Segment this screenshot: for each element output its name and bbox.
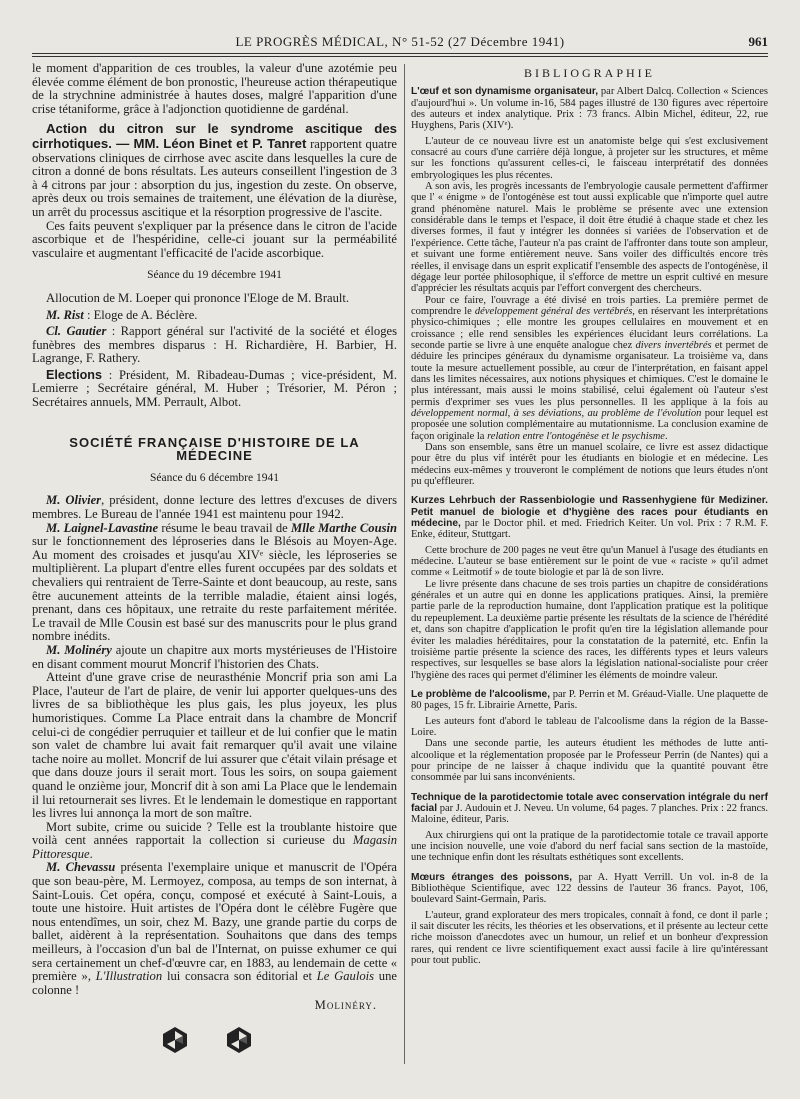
page-number: 961 <box>748 34 768 49</box>
book-title: Technique de la parotidectomie totale avec conservation intégrale du nerf facial <box>411 791 768 814</box>
session-date-2: Séance du 6 décembre 1941 <box>149 471 279 484</box>
header-rule-bottom <box>32 56 768 57</box>
book-title: Le problème de l'alcoolisme, <box>411 688 551 700</box>
paragraph-mort-subite: Mort subite, crime ou suicide ? Telle est la troublante histoire que voilà cent années rapportait la collection si curieuse du Magasin Pittoresque. <box>32 819 397 861</box>
paragraph-moncrif: Atteint d'une grave crise de neurasthénie Moncrif pria son ami La Place, l'auteur de l'art de plaire, de venir lui apporter quelques-uns des livres de sa bibliothèque les plus gais, les plus joyeux, les plus humoristiques. Comme La Place entrait dans la chambre de Moncrif celui-ci de congédier perruquier et tailleur et de lui confier que le matin son valet de chambre lui avait fait remarquer qu'il avait une vilaine tache noire au mollet. Moncrif de lui assurer que c'était vilain présage et que dans douze jours il serait mort. Tous les soirs, on soupa gaiement quand le onzième jour, Moncrif dit à son ami La Place que le lendemain il lui retournerait ses livres. Et le lendemain le domestique en rapportant les livres lui annonça la mort de son maître. <box>32 670 397 821</box>
book-citation: Technique de la parotidectomie totale avec conservation intégrale du nerf facial par J. Audouin et J. Neveu. Un volume, 64 pages. 7 planches. Prix : 22 francs. Maloine, éditeur, Paris. <box>411 791 768 826</box>
left-column <box>32 62 397 1072</box>
article-citron: Action du citron sur le syndrome ascitique des cirrhotiques. — MM. Léon Binet et P. Tanret rapportent quatre observations cliniques de cirrhose avec ascite dans lesquelles la cure de citron a donné de bons résultats. Les auteurs conseillent l'ingestion de 3 à 4 citrons par jour : absorption du jus, ingestion du zeste. On observe, après deux ou trois semaines de traitement, une élévation de la diurèse, un arrêt du processus ascitique et la résorption progressive de l'ascite. <box>32 121 397 219</box>
society-heading: SOCIÉTÉ FRANÇAISE D'HISTOIRE DE LA MÉDECINE <box>69 434 360 464</box>
book-entry-oeuf: L'œuf et son dynamisme organisateur, par Albert Dalcq. Collection « Sciences d'aujourd'hui ». Un volume in-16, 584 pages illustré de 130 figures avec répertoire des auteurs et index analytique. Prix : 73 francs. Albin Michel, éditeur, 22, rue Huyghens, Paris (XIVᵉ). L'auteur de ce nouveau livre est un anatomiste belge qui s'est exclusivement consacré au cours d'une carrière déjà longue, à projeter sur les structures, et même sur les fonctions qu'assurent celles-ci, le faisceau interprétatif des données embryologiques les plus récentes. A son avis, les progrès incessants de l'embryologie causale permettent d'affirmer que l' « énigme » de l'ontogénèse est tout aussi explicable que n'importe quel autre grand phénomène naturel. Mais le problème se présente avec une extension considérable dans le temps et l'espace, il doit être étudié à chaque stade et chez les diverses formes, il faut y intégrer les données si variées de l'observation et de l'expérience. Cette tâche, l'auteur n'a pas craint de l'affronter dans toute son ampleur, et suivant une forme entièrement neuve. Sans voiler des difficultés encore très réelles, il envisage dans un esprit explicatif l'ensemble des aspects de l'ontogénèse, il dégage leur portée philosophique, il s'efforce de mettre un esprit cultivé en mesure d'apprécier les résultats acquis par l'effort convergent des chercheurs. Pour ce faire, l'ouvrage a été divisé en trois parties. La première permet de comprendre le développement général des vertébrés, en réservant les interprétations physico-chimiques ; elle montre les groupes cellulaires en mouvement et en croissance ; elle rend sensibles les expériences élucidant leurs corrélations. La seconde partie se livre à une enquête analogue chez divers invertébrés et permet de déduire les principes généraux du dynamisme organisateur. La troisième va, dans toute la mesure actuellement possible, au cœur de l'interprétation, en faisant appel dans les limites nécessaires, aux notions physiques et chimiques. C'est le domaine le plus intéressant, mais aussi le moins stabilisé, celui également où l'auteur s'est permis d'exprimer ses vues les plus personnelles. Il les applique à la fois au développement normal, à ses déviations, au problème de l'évolution pour lequel est proposée une solution complémentaire au mutationnisme. La conclusion examine de façon originale la relation entre l'ontogénèse et le psychisme. Dans son ensemble, sans être un manuel scolaire, ce livre est assez didactique pour être du plus vif intérêt pour les étudiants en biologie et en médecine. Les médecins eux-mêmes y trouveront le complément de notions que leurs études n'ont pu qu'effleurer. <box>411 86 768 488</box>
session-date-1: Séance du 19 décembre 1941 <box>147 269 282 282</box>
bibliography-heading: BIBLIOGRAPHIE <box>524 66 655 80</box>
ornament-icon-right <box>224 1025 254 1055</box>
signature: Molinéry. <box>314 998 377 1013</box>
header-rule-top <box>32 53 768 54</box>
book-entry-alcoolisme: Le problème de l'alcoolisme, par P. Perrin et M. Gréaud-Vialle. Une plaquette de 80 pages, 15 fr. Librairie Arnette, Paris. Les auteurs font d'abord le tableau de l'alcoolisme dans la région de la Basse-Loire. Dans une seconde partie, les auteurs étudient les méthodes de lutte anti-alcoolique et la réglementation proposée par le Professeur Perrin (de Nantes) qui a pour principe de ne laisser à chaque individu que la quantité pouvant être consommée par lui sans inconvénients. <box>411 688 768 784</box>
book-citation: L'œuf et son dynamisme organisateur, par Albert Dalcq. Collection « Sciences d'aujourd'hui ». Un volume in-16, 584 pages illustré de 130 figures avec répertoire des auteurs et index analytique. Prix : 73 francs. Albin Michel, éditeur, 22, rue Huyghens, Paris (XIVᵉ). <box>411 86 768 132</box>
book-title: L'œuf et son dynamisme organisateur, <box>411 86 599 98</box>
item-olivier: M. Olivier, président, donne lecture des lettres d'excuses de divers membres. Le Bureau de l'année 1941 est maintenu pour 1942. <box>32 493 397 522</box>
book-citation: Le problème de l'alcoolisme, par P. Perrin et M. Gréaud-Vialle. Une plaquette de 80 pages, 15 fr. Librairie Arnette, Paris. <box>411 688 768 712</box>
ornament <box>32 1025 397 1059</box>
ornament-icon-left <box>160 1025 190 1055</box>
book-entry-parotidectomie: Technique de la parotidectomie totale avec conservation intégrale du nerf facial par J. Audouin et J. Neveu. Un volume, 64 pages. 7 planches. Prix : 22 francs. Maloine, éditeur, Paris. Aux chirurgiens qui ont la pratique de la parotidectomie totale ce travail apporte une incision nouvelle, une voie d'abord du nerf facial sans section de la mastoïde, une technique enfin dont les résultats esthétiques sont excellents. <box>411 791 768 864</box>
book-citation: Kurzes Lehrbuch der Rassenbiologie und Rassenhygiene für Mediziner. Petit manuel de biologie et d'hygiène des races pour étudiants en médecine, par le Doctor phil. et med. Friedrich Keiter. Un vol. Prix : 7 R.M. F. Enke, éditeur, Stuttgart. <box>411 495 768 541</box>
paragraph-citron-2: Ces faits peuvent s'expliquer par la présence dans le citron de l'acide ascorbique et de l'hespéridine, celle-ci jouant sur la perméabilité vasculaire et augmentant l'efficacité de l'acide ascorbique. <box>32 218 397 260</box>
book-entry-rassenbiologie: Kurzes Lehrbuch der Rassenbiologie und Rassenhygiene für Mediziner. Petit manuel de biologie et d'hygiène des races pour étudiants en médecine, par le Doctor phil. et med. Friedrich Keiter. Un vol. Prix : 7 R.M. F. Enke, éditeur, Stuttgart. Cette brochure de 200 pages ne veut être qu'un Manuel à l'usage des étudiants en médecine. L'auteur se base entièrement sur le point de vue « raciste » qu'il admet comme « Leitmotif » de toute biologie et par là de son livre. Le livre présente dans chacune de ses trois parties un chapitre de considérations générales et un autre qui en donne les applications pratiques. Ainsi, la première partie parle de la reproduction humaine, dont l'application pratique est la politique du repeuplement. La deuxième partie présente les résultats de la science de l'hérédité et, dans son chapitre d'application le profit qu'en tire la législation allemande pour éviter les maladies héréditaires, pour la constatation de la paternité, etc. Enfin la troisième partie présente la science des races, les différents types et leurs valeurs respectives, sur lesquelles se base alors la législation national-socialiste pour créer l'hygiène des races qui permet d'éliminer les éléments de moindre valeur. <box>411 495 768 681</box>
item-gautier: Cl. Gautier : Rapport général sur l'activité de la société et éloges funèbres des membres disparus : H. Richardière, H. Barbier, H. Lagrange, F. Rathery. <box>32 324 397 366</box>
item-laignel: M. Laignel-Lavastine résume le beau travail de Mlle Marthe Cousin sur le fonctionnement des léproseries dans le Blésois au Moyen-Age. Au moment des croisades et jusqu'au XIVᵉ siècle, les léproseries se multiplièrent. La plupart d'entre elles furent occupées par des soldats et chevaliers qui rentraient de Terre-Sainte et dont beaucoup, au reste, sans être aucunement atteints de la terrible maladie, étaient ainsi logés, prenant, dans ces hôpitaux, une retraite du reste parfaitement méritée. Le travail de Mlle Cousin est basé sur des manuscrits pour le plus grand nombre inédits. <box>32 520 397 644</box>
right-column <box>411 62 768 1072</box>
item-molinery: M. Molinéry ajoute un chapitre aux morts mystérieuses de l'Histoire en disant comment mourut Moncrif l'historien des Chats. <box>32 642 397 671</box>
item-chevassu: M. Chevassu présenta l'exemplaire unique et manuscrit de l'Opéra que son beau-père, M. Lermoyez, composa, au temps de son internat, à Saint-Louis. Cet opéra, conçu, composé et exécuté à Saint-Louis, a toute une histoire. Huit artistes de l'Opéra dont le célèbre Fugère que nous entendîmes, un soir, chez M. Bazy, une grande partie du corps de ballet, aidèrent à la représentation. Souhaitons que dans des temps meilleurs, à l'occasion d'un bal de l'Internat, on puisse exhumer ce qui sera certainement un chef-d'œuvre car, en 1883, au lendemain de cette « première », L'Illustration lui consacra son éditorial et Le Gaulois une colonne ! <box>32 860 397 997</box>
book-title: Mœurs étranges des poissons, <box>411 871 573 883</box>
item-elections: Elections : Président, M. Ribadeau-Dumas ; vice-président, M. Lemierre ; Secrétaire général, M. Huber ; Trésorier, M. Péron ; Secrétaires annuels, MM. Perrault, Albot. <box>32 367 397 410</box>
book-citation: Mœurs étranges des poissons, par A. Hyatt Verrill. Un vol. in-8 de la Bibliothèque Scientifique, avec 122 dessins de l'auteur 36 francs. Payot, 106, boulevard Saint-Germain, Paris. <box>411 871 768 906</box>
item-rist: M. Rist : Eloge de A. Béclère. <box>46 307 198 322</box>
journal-title: LE PROGRÈS MÉDICAL, N° 51-52 (27 Décembre 1941) <box>235 34 565 49</box>
page-header <box>32 34 768 50</box>
book-entry-poissons: Mœurs étranges des poissons, par A. Hyatt Verrill. Un vol. in-8 de la Bibliothèque Scientifique, avec 122 dessins de l'auteur 36 francs. Payot, 106, boulevard Saint-Germain, Paris. L'auteur, grand explorateur des mers tropicales, connaît à fond, ce dont il parle ; il sait discuter les récits, les théories et les observations, et il présente au lecteur cette riche moisson d'anecdotes avec un humour, un relief et un bonheur d'expression rares, qui rendent ce livre scientifiquement exact aussi facile à lire qu'intéressant pour tout public. <box>411 871 768 967</box>
article-title-citron: Action du citron sur le syndrome ascitique des cirrhotiques. — MM. Léon Binet et P. Tanret <box>32 121 397 151</box>
book-title: Kurzes Lehrbuch der Rassenbiologie und Rassenhygiene für Mediziner. Petit manuel de biologie et d'hygiène des races pour étudiants en médecine, <box>411 495 768 530</box>
item-loeper: Allocution de M. Loeper qui prononce l'Eloge de M. Brault. <box>46 290 350 305</box>
column-divider <box>404 64 405 1064</box>
paragraph-continuation: le moment d'apparition de ces troubles, la valeur d'une azotémie peu élevée comme élément de bon pronostic, l'heureuse action thérapeutique de la strychnine administrée à hautes doses, malgré l'apparition d'une crise tétaniforme, grâce à l'adjonction quotidienne de gardénal. <box>32 62 397 116</box>
